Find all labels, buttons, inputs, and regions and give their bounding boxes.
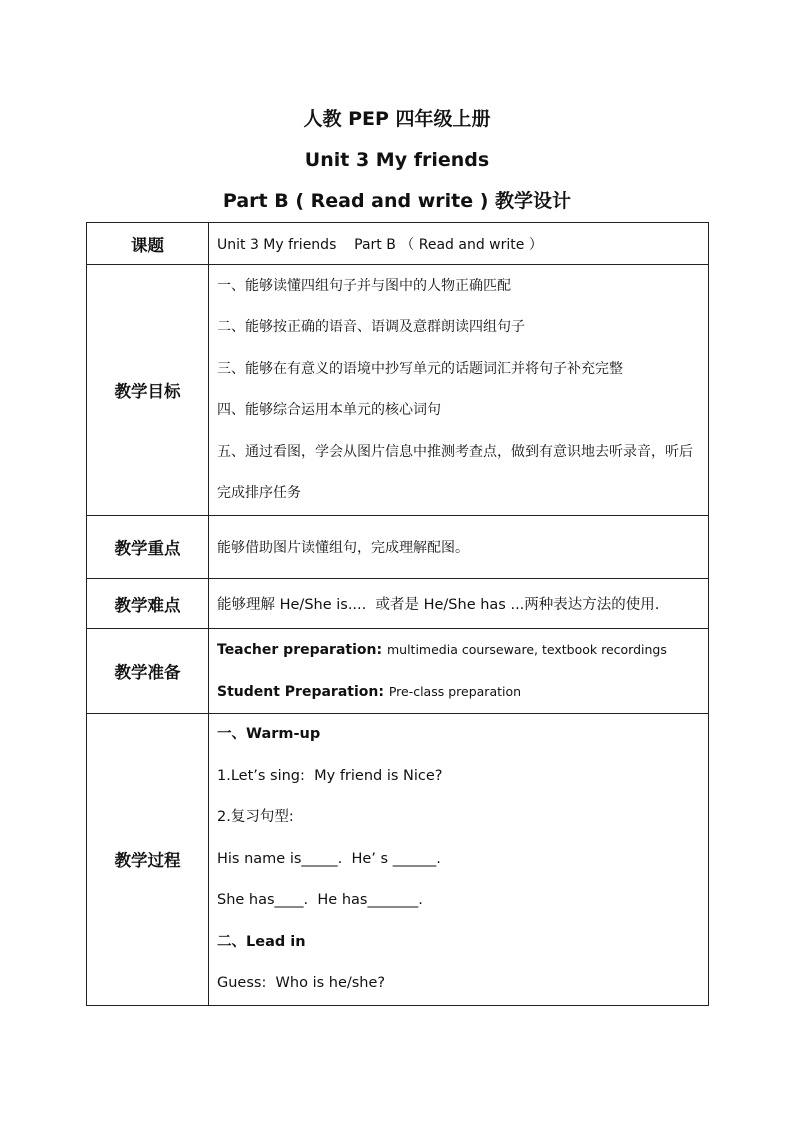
difficulties-label: 教学难点 [87,579,209,629]
topic-row [87,223,709,265]
document-title: 人教 PEP 四年级上册 [303,108,491,130]
objective-item: 二、能够按正确的语音、语调及意群朗读四组句子 [217,319,525,335]
preparation-row [87,629,709,714]
objectives-list [209,265,709,516]
leadin-heading: 二、Lead in [217,933,306,950]
objectives-label: 教学目标 [87,265,209,516]
preparation-label: 教学准备 [87,629,209,714]
process-sing-line: 1.Let’s sing: My friend is Nice? [217,767,443,784]
teacher-preparation-label: Teacher preparation: [217,642,387,658]
objective-item: 一、能够读懂四组句子并与图中的人物正确匹配 [217,277,511,294]
key-points-value [209,516,709,579]
topic-text: Unit 3 My friends Part B （ Read and write ） [217,236,543,253]
topic-value [209,223,709,265]
process-pattern-line: She has____. He has_______. [217,892,423,908]
objective-item: 四、能够综合运用本单元的核心词句 [217,402,441,418]
document-part-title: Part B ( Read and write ) 教学设计 [222,190,572,212]
process-value [209,714,709,1006]
student-preparation-text: Pre-class preparation [388,684,522,699]
process-review-line: 2.复习句型: [217,809,294,825]
difficulties-row [87,579,709,629]
teacher-preparation-text: multimedia courseware, textbook recordings [386,642,667,657]
lesson-plan-table [86,222,709,1006]
student-preparation [217,671,704,713]
key-points-row [87,516,709,579]
process-row [87,714,709,1006]
process-guess-line: Guess: Who is he/she? [217,975,386,991]
teacher-preparation [217,629,704,671]
document-unit-title: Unit 3 My friends [304,149,490,171]
objective-item: 五、通过看图，学会从图片信息中推测考查点，做到有意识地去听录音，听后完成排序任务 [217,443,693,501]
student-preparation-label: Student Preparation: [217,684,389,700]
topic-label: 课题 [87,223,209,265]
objectives-row [87,265,709,516]
difficulties-text: 能够理解 He/She is.... 或者是 He/She has ...两种表达方法的使用. [217,597,660,613]
warmup-heading: 一、Warm-up [217,726,321,742]
process-label: 教学过程 [87,714,209,1006]
difficulties-value [209,579,709,629]
key-points-label: 教学重点 [87,516,209,579]
objective-item: 三、能够在有意义的语境中抄写单元的话题词汇并将句子补充完整 [217,360,623,377]
process-pattern-line: His name is_____. He’ s ______. [217,850,441,867]
preparation-value [209,629,709,714]
key-points-text: 能够借助图片读懂组句，完成理解配图。 [217,540,469,556]
